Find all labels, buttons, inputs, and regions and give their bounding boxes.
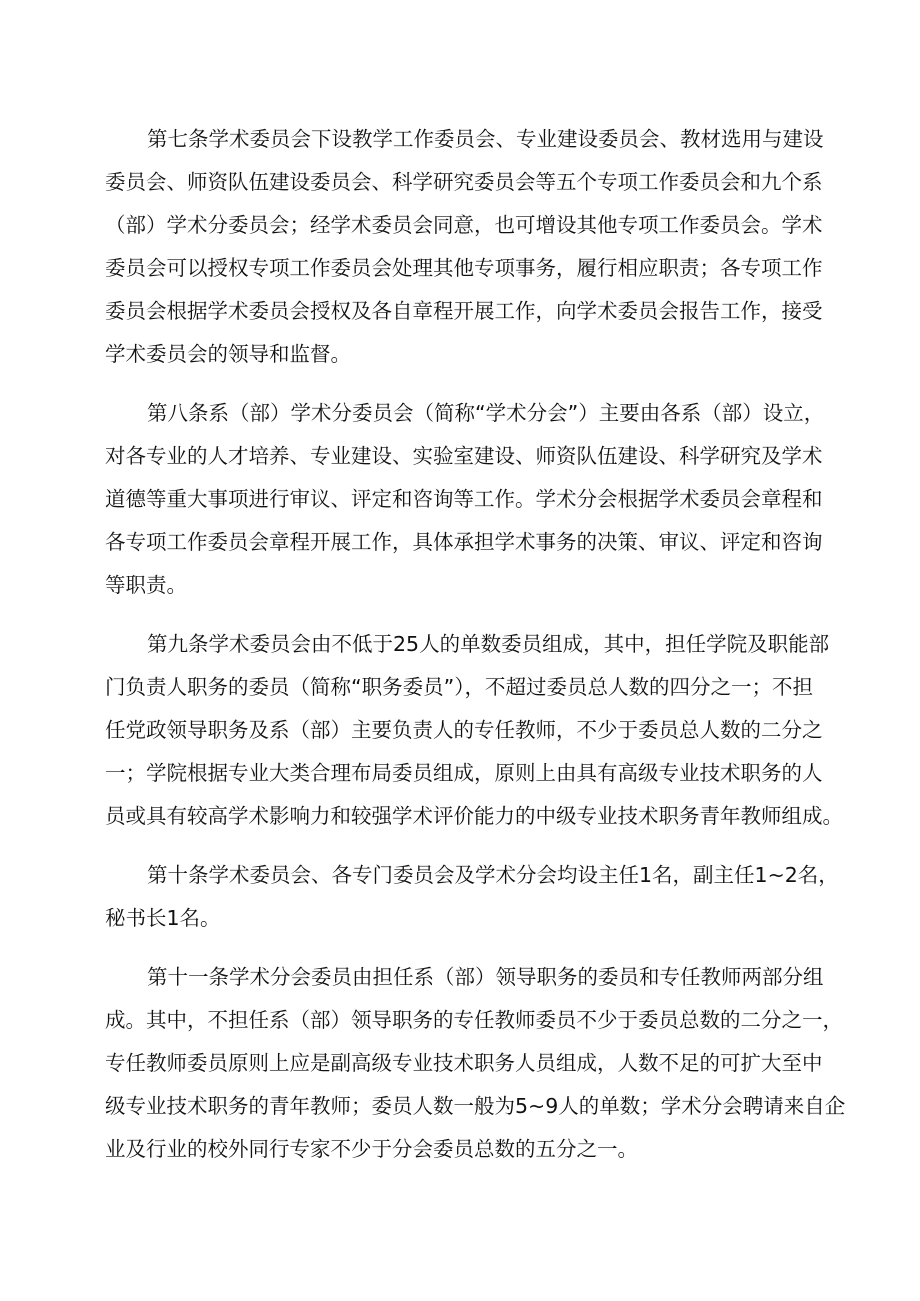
paragraph-gap bbox=[0, 376, 920, 392]
article-10-paragraph bbox=[0, 854, 920, 940]
text-line: 等职责。 bbox=[105, 573, 187, 597]
text-line: 级专业技术职务的青年教师；委员人数一般为5~9人的单数；学术分会聘请来自企 bbox=[105, 1094, 846, 1118]
article-9-paragraph bbox=[0, 623, 920, 838]
text-line: 员或具有较高学术影响力和较强学术评价能力的中级专业技术职务青年教师组成。 bbox=[105, 804, 843, 828]
text-line: 门负责人职务的委员（简称“职务委员”），不超过委员总人数的四分之一；不担 bbox=[105, 675, 813, 699]
text-line: 一；学院根据专业大类合理布局委员组成，原则上由具有高级专业技术职务的人 bbox=[105, 761, 823, 785]
text-line: 任党政领导职务及系（部）主要负责人的专任教师，不少于委员总人数的二分之 bbox=[105, 718, 823, 742]
paragraph-gap bbox=[0, 838, 920, 854]
text-line: 委员会可以授权专项工作委员会处理其他专项事务，履行相应职责；各专项工作 bbox=[105, 256, 823, 280]
text-line: （部）学术分委员会；经学术委员会同意，也可增设其他专项工作委员会。学术 bbox=[105, 213, 823, 237]
text-line: 业及行业的校外同行专家不少于分会委员总数的五分之一。 bbox=[105, 1137, 638, 1161]
text-line: 第十条学术委员会、各专门委员会及学术分会均设主任1名，副主任1~2名， bbox=[147, 863, 839, 887]
text-line: 委员会根据学术委员会授权及各自章程开展工作，向学术委员会报告工作，接受 bbox=[105, 299, 823, 323]
text-line: 成。其中，不担任系（部）领导职务的专任教师委员不少于委员总数的二分之一， bbox=[105, 1008, 843, 1032]
article-11-paragraph bbox=[0, 956, 920, 1171]
text-line: 第十一条学术分会委员由担任系（部）领导职务的委员和专任教师两部分组 bbox=[147, 965, 824, 989]
text-line: 对各专业的人才培养、专业建设、实验室建设、师资队伍建设、科学研究及学术 bbox=[105, 444, 823, 468]
text-line: 道德等重大事项进行审议、评定和咨询等工作。学术分会根据学术委员会章程和 bbox=[105, 487, 823, 511]
text-line: 学术委员会的领导和监督。 bbox=[105, 342, 351, 366]
text-line: 秘书长1名。 bbox=[105, 906, 221, 930]
text-line: 第九条学术委员会由不低于25人的单数委员组成，其中，担任学院及职能部 bbox=[147, 632, 830, 656]
text-line: 各专项工作委员会章程开展工作，具体承担学术事务的决策、审议、评定和咨询 bbox=[105, 530, 823, 554]
text-line: 第七条学术委员会下设教学工作委员会、专业建设委员会、教材选用与建设 bbox=[147, 127, 824, 151]
article-8-paragraph bbox=[0, 392, 920, 607]
text-line: 第八条系（部）学术分委员会（简称“学术分会”）主要由各系（部）设立， bbox=[147, 401, 825, 425]
text-line: 专任教师委员原则上应是副高级专业技术职务人员组成，人数不足的可扩大至中 bbox=[105, 1051, 823, 1075]
paragraph-gap bbox=[0, 940, 920, 956]
text-line: 委员会、师资队伍建设委员会、科学研究委员会等五个专项工作委员会和九个系 bbox=[105, 170, 823, 194]
article-7-paragraph bbox=[0, 118, 920, 376]
paragraph-gap bbox=[0, 607, 920, 623]
